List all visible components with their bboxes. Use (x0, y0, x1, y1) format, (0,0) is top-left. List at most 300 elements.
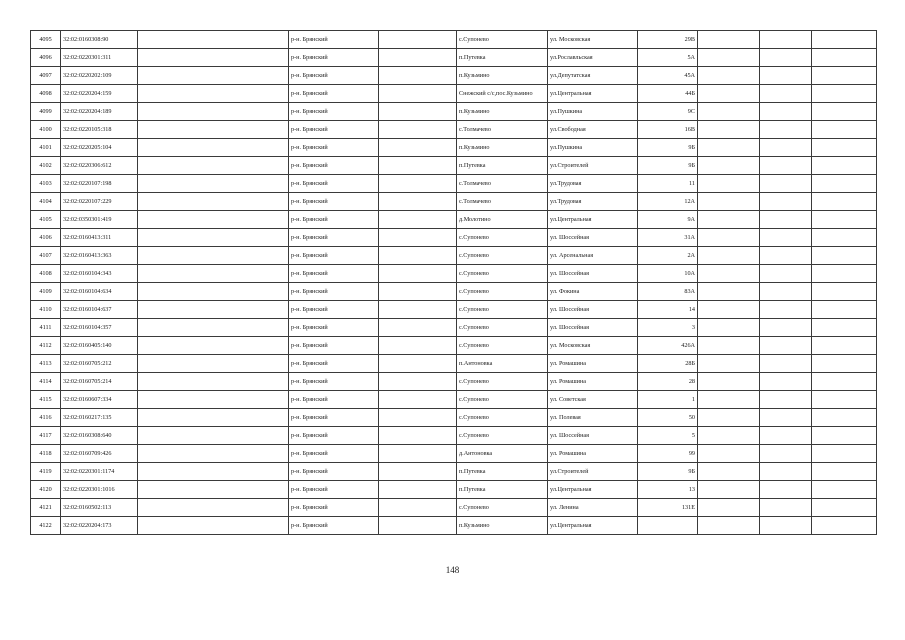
cell-settlement: с.Супонево (457, 319, 548, 337)
cell-house-number: 29В (638, 31, 698, 49)
cell-street: ул. Шоссейная (548, 319, 638, 337)
cell-empty (379, 49, 457, 67)
cell-empty (698, 373, 760, 391)
cell-cadastral-number: 32:02:0160413:311 (61, 229, 138, 247)
cell-empty (698, 247, 760, 265)
cell-district: р-н. Брянский (289, 517, 379, 535)
cell-cadastral-number: 32:02:0220202:109 (61, 67, 138, 85)
cell-empty (138, 445, 289, 463)
cell-empty (812, 445, 877, 463)
cell-empty (812, 157, 877, 175)
cell-street: ул. Арсенальная (548, 247, 638, 265)
cell-empty (812, 31, 877, 49)
cell-cadastral-number: 32:02:0160308:640 (61, 427, 138, 445)
cell-record-number: 4113 (31, 355, 61, 373)
cell-cadastral-number: 32:02:0220301:311 (61, 49, 138, 67)
cell-empty (760, 427, 812, 445)
cell-cadastral-number: 32:02:0220107:229 (61, 193, 138, 211)
cell-house-number: 426А (638, 337, 698, 355)
table-row (31, 355, 877, 373)
cell-empty (698, 517, 760, 535)
cell-empty (812, 391, 877, 409)
cell-empty (812, 211, 877, 229)
table-row (31, 31, 877, 49)
cell-record-number: 4119 (31, 463, 61, 481)
cell-house-number: 10А (638, 265, 698, 283)
cell-district: р-н. Брянский (289, 319, 379, 337)
cell-record-number: 4098 (31, 85, 61, 103)
cell-empty (138, 265, 289, 283)
table-row (31, 49, 877, 67)
cell-empty (760, 337, 812, 355)
cell-house-number: 99 (638, 445, 698, 463)
table-row (31, 517, 877, 535)
cell-house-number: 9Б (638, 139, 698, 157)
table-row (31, 85, 877, 103)
cell-empty (379, 85, 457, 103)
cell-empty (812, 355, 877, 373)
cell-district: р-н. Брянский (289, 337, 379, 355)
cell-empty (698, 103, 760, 121)
cell-settlement: с.Толмачево (457, 175, 548, 193)
cell-empty (379, 229, 457, 247)
cell-empty (698, 229, 760, 247)
cell-empty (812, 139, 877, 157)
cell-empty (760, 463, 812, 481)
cell-house-number: 13 (638, 481, 698, 499)
cell-house-number: 1 (638, 391, 698, 409)
cell-house-number: 9А (638, 211, 698, 229)
table-row (31, 319, 877, 337)
table-row (31, 337, 877, 355)
cell-house-number: 9Б (638, 463, 698, 481)
cell-empty (760, 121, 812, 139)
cell-settlement: Снежский с/с,пос.Кузьмино (457, 85, 548, 103)
cell-empty (760, 319, 812, 337)
cell-street: ул.Строителей (548, 157, 638, 175)
cell-empty (812, 409, 877, 427)
cell-street: ул.Пушкина (548, 103, 638, 121)
cell-house-number: 16В (638, 121, 698, 139)
cell-empty (760, 193, 812, 211)
cell-empty (698, 121, 760, 139)
table-row (31, 427, 877, 445)
cell-empty (812, 247, 877, 265)
cell-cadastral-number: 32:02:0160705:212 (61, 355, 138, 373)
cell-empty (698, 319, 760, 337)
cell-district: р-н. Брянский (289, 67, 379, 85)
table-row (31, 301, 877, 319)
cell-house-number: 3 (638, 319, 698, 337)
table-row (31, 67, 877, 85)
page-number: 148 (445, 565, 460, 575)
cell-empty (760, 247, 812, 265)
cell-house-number: 44Б (638, 85, 698, 103)
cell-empty (698, 481, 760, 499)
cell-house-number: 5 (638, 427, 698, 445)
cell-settlement: п.Путевка (457, 463, 548, 481)
cell-district: р-н. Брянский (289, 283, 379, 301)
cell-empty (138, 49, 289, 67)
cell-empty (138, 103, 289, 121)
cell-empty (379, 67, 457, 85)
cell-house-number: 9С (638, 103, 698, 121)
cell-empty (698, 283, 760, 301)
cell-cadastral-number: 32:02:0220306:612 (61, 157, 138, 175)
cell-record-number: 4101 (31, 139, 61, 157)
cell-empty (812, 193, 877, 211)
cell-district: р-н. Брянский (289, 139, 379, 157)
cell-district: р-н. Брянский (289, 463, 379, 481)
cell-empty (379, 445, 457, 463)
cell-street: ул. Шоссейная (548, 265, 638, 283)
cell-empty (138, 391, 289, 409)
cell-district: р-н. Брянский (289, 211, 379, 229)
cell-settlement: с.Супонево (457, 283, 548, 301)
cell-street: ул. Шоссейная (548, 229, 638, 247)
cell-district: р-н. Брянский (289, 445, 379, 463)
table-row (31, 247, 877, 265)
cell-district: р-н. Брянский (289, 157, 379, 175)
table-body (31, 31, 877, 535)
cell-street: ул. Ромашина (548, 373, 638, 391)
cell-street: ул. Полевая (548, 409, 638, 427)
cell-cadastral-number: 32:02:0220204:189 (61, 103, 138, 121)
cell-house-number: 28Б (638, 355, 698, 373)
cell-settlement: с.Супонево (457, 427, 548, 445)
cell-empty (812, 229, 877, 247)
cell-empty (812, 427, 877, 445)
cell-empty (138, 31, 289, 49)
cell-empty (138, 427, 289, 445)
table-row (31, 445, 877, 463)
cell-empty (760, 391, 812, 409)
cell-cadastral-number: 32:02:0220105:318 (61, 121, 138, 139)
cell-cadastral-number: 32:02:0160405:140 (61, 337, 138, 355)
cell-district: р-н. Брянский (289, 103, 379, 121)
cell-empty (379, 427, 457, 445)
cell-empty (698, 211, 760, 229)
cell-empty (812, 337, 877, 355)
cell-street: ул. Московская (548, 31, 638, 49)
cell-empty (138, 319, 289, 337)
cell-record-number: 4102 (31, 157, 61, 175)
cell-empty (698, 157, 760, 175)
cell-empty (138, 463, 289, 481)
cell-empty (379, 301, 457, 319)
cell-settlement: п.Кузьмино (457, 139, 548, 157)
cell-empty (698, 463, 760, 481)
cell-settlement: д.Молотино (457, 211, 548, 229)
cell-empty (138, 247, 289, 265)
cell-street: ул.Трудовая (548, 175, 638, 193)
cell-district: р-н. Брянский (289, 409, 379, 427)
cell-house-number: 11 (638, 175, 698, 193)
cell-empty (698, 85, 760, 103)
cell-street: ул.Депутатская (548, 67, 638, 85)
cell-cadastral-number: 32:02:0160104:634 (61, 283, 138, 301)
cell-record-number: 4097 (31, 67, 61, 85)
cell-street: ул. Шоссейная (548, 427, 638, 445)
cell-empty (760, 355, 812, 373)
cell-settlement: с.Супонево (457, 337, 548, 355)
cell-record-number: 4118 (31, 445, 61, 463)
cell-empty (138, 301, 289, 319)
cell-district: р-н. Брянский (289, 265, 379, 283)
cell-record-number: 4110 (31, 301, 61, 319)
cell-empty (760, 499, 812, 517)
cell-empty (379, 283, 457, 301)
cell-empty (760, 409, 812, 427)
table-row (31, 481, 877, 499)
table-row (31, 121, 877, 139)
cell-empty (138, 121, 289, 139)
cell-empty (812, 103, 877, 121)
cell-empty (760, 157, 812, 175)
cell-cadastral-number: 32:02:0220107:198 (61, 175, 138, 193)
cell-cadastral-number: 32:02:0220301:1016 (61, 481, 138, 499)
cell-empty (379, 373, 457, 391)
cell-record-number: 4108 (31, 265, 61, 283)
cell-empty (379, 499, 457, 517)
cell-district: р-н. Брянский (289, 355, 379, 373)
table-row (31, 211, 877, 229)
cell-empty (698, 427, 760, 445)
cell-empty (379, 265, 457, 283)
cell-record-number: 4095 (31, 31, 61, 49)
table-row (31, 175, 877, 193)
cell-cadastral-number: 32:02:0160413:363 (61, 247, 138, 265)
cell-empty (698, 175, 760, 193)
cell-street: ул. Ромашина (548, 445, 638, 463)
cell-empty (698, 139, 760, 157)
cell-empty (138, 409, 289, 427)
cell-empty (812, 283, 877, 301)
cell-settlement: п.Антоновка (457, 355, 548, 373)
cell-house-number: 2А (638, 247, 698, 265)
cell-empty (812, 265, 877, 283)
cell-house-number: 50 (638, 409, 698, 427)
cell-empty (698, 49, 760, 67)
cell-record-number: 4103 (31, 175, 61, 193)
cell-street: ул.Центральная (548, 211, 638, 229)
cell-street: ул. Фокина (548, 283, 638, 301)
cell-record-number: 4106 (31, 229, 61, 247)
cell-empty (812, 481, 877, 499)
cell-settlement: с.Супонево (457, 373, 548, 391)
cell-house-number: 28 (638, 373, 698, 391)
property-register-table (30, 30, 877, 535)
table-row (31, 193, 877, 211)
cell-empty (812, 319, 877, 337)
cell-district: р-н. Брянский (289, 301, 379, 319)
cell-house-number: 83А (638, 283, 698, 301)
cell-empty (760, 49, 812, 67)
cell-record-number: 4096 (31, 49, 61, 67)
cell-district: р-н. Брянский (289, 85, 379, 103)
cell-settlement: с.Супонево (457, 499, 548, 517)
cell-empty (760, 517, 812, 535)
cell-house-number: 131Е (638, 499, 698, 517)
cell-empty (138, 175, 289, 193)
cell-cadastral-number: 32:02:0220204:173 (61, 517, 138, 535)
cell-house-number: 12А (638, 193, 698, 211)
cell-cadastral-number: 32:02:0160705:214 (61, 373, 138, 391)
cell-settlement: с.Толмачево (457, 121, 548, 139)
cell-record-number: 4099 (31, 103, 61, 121)
cell-record-number: 4105 (31, 211, 61, 229)
cell-empty (379, 103, 457, 121)
table-row (31, 283, 877, 301)
cell-empty (379, 517, 457, 535)
cell-empty (379, 409, 457, 427)
cell-empty (760, 211, 812, 229)
cell-empty (760, 283, 812, 301)
cell-empty (138, 157, 289, 175)
cell-house-number (638, 517, 698, 535)
cell-empty (138, 481, 289, 499)
cell-street: ул.Рославльская (548, 49, 638, 67)
cell-settlement: п.Путевка (457, 157, 548, 175)
cell-settlement: с.Супонево (457, 301, 548, 319)
cell-empty (760, 481, 812, 499)
cell-record-number: 4122 (31, 517, 61, 535)
cell-empty (760, 139, 812, 157)
cell-house-number: 31А (638, 229, 698, 247)
table-row (31, 103, 877, 121)
cell-street: ул.Пушкина (548, 139, 638, 157)
cell-cadastral-number: 32:02:0160104:357 (61, 319, 138, 337)
cell-empty (698, 31, 760, 49)
cell-settlement: п.Кузьмино (457, 517, 548, 535)
cell-empty (379, 31, 457, 49)
cell-street: ул.Центральная (548, 481, 638, 499)
cell-empty (812, 121, 877, 139)
cell-empty (138, 85, 289, 103)
cell-district: р-н. Брянский (289, 499, 379, 517)
cell-empty (698, 301, 760, 319)
cell-empty (138, 337, 289, 355)
cell-empty (138, 499, 289, 517)
cell-empty (379, 355, 457, 373)
cell-street: ул. Шоссейная (548, 301, 638, 319)
cell-empty (138, 283, 289, 301)
cell-street: ул. Московская (548, 337, 638, 355)
cell-empty (698, 445, 760, 463)
cell-settlement: с.Супонево (457, 265, 548, 283)
cell-record-number: 4112 (31, 337, 61, 355)
cell-empty (760, 103, 812, 121)
cell-settlement: д.Антоновка (457, 445, 548, 463)
cell-district: р-н. Брянский (289, 49, 379, 67)
cell-empty (379, 319, 457, 337)
cell-district: р-н. Брянский (289, 175, 379, 193)
cell-cadastral-number: 32:02:0220205:104 (61, 139, 138, 157)
table-row (31, 373, 877, 391)
table-row (31, 265, 877, 283)
cell-record-number: 4121 (31, 499, 61, 517)
cell-empty (812, 175, 877, 193)
cell-house-number: 14 (638, 301, 698, 319)
cell-cadastral-number: 32:02:0160104:343 (61, 265, 138, 283)
cell-district: р-н. Брянский (289, 121, 379, 139)
cell-district: р-н. Брянский (289, 247, 379, 265)
cell-cadastral-number: 32:02:0160217:135 (61, 409, 138, 427)
table-row (31, 391, 877, 409)
cell-district: р-н. Брянский (289, 193, 379, 211)
cell-settlement: с.Толмачево (457, 193, 548, 211)
cell-empty (379, 337, 457, 355)
cell-settlement: с.Супонево (457, 391, 548, 409)
cell-settlement: с.Супонево (457, 409, 548, 427)
cell-empty (698, 337, 760, 355)
cell-empty (379, 175, 457, 193)
cell-street: ул. Ромашина (548, 355, 638, 373)
cell-street: ул. Ленина (548, 499, 638, 517)
table-row (31, 463, 877, 481)
table-row (31, 409, 877, 427)
cell-empty (698, 499, 760, 517)
cell-record-number: 4114 (31, 373, 61, 391)
cell-empty (379, 391, 457, 409)
cell-empty (698, 67, 760, 85)
cell-empty (812, 517, 877, 535)
cell-district: р-н. Брянский (289, 373, 379, 391)
cell-street: ул.Свободная (548, 121, 638, 139)
cell-house-number: 45А (638, 67, 698, 85)
cell-empty (379, 481, 457, 499)
cell-empty (138, 517, 289, 535)
table-row (31, 157, 877, 175)
cell-empty (379, 247, 457, 265)
cell-settlement: с.Супонево (457, 247, 548, 265)
cell-settlement: п.Кузьмино (457, 103, 548, 121)
cell-empty (138, 355, 289, 373)
cell-empty (698, 391, 760, 409)
cell-house-number: 9Б (638, 157, 698, 175)
cell-empty (760, 265, 812, 283)
cell-record-number: 4100 (31, 121, 61, 139)
cell-record-number: 4109 (31, 283, 61, 301)
cell-empty (760, 229, 812, 247)
cell-empty (138, 373, 289, 391)
cell-empty (138, 211, 289, 229)
cell-empty (698, 409, 760, 427)
cell-street: ул.Строителей (548, 463, 638, 481)
cell-empty (138, 67, 289, 85)
cell-district: р-н. Брянский (289, 31, 379, 49)
cell-empty (760, 301, 812, 319)
cell-empty (698, 265, 760, 283)
cell-empty (379, 211, 457, 229)
table-row (31, 229, 877, 247)
cell-record-number: 4104 (31, 193, 61, 211)
cell-cadastral-number: 32:02:0160502:113 (61, 499, 138, 517)
cell-empty (379, 193, 457, 211)
table-row (31, 499, 877, 517)
cell-empty (760, 445, 812, 463)
cell-empty (698, 193, 760, 211)
cell-settlement: п.Путевка (457, 49, 548, 67)
cell-record-number: 4115 (31, 391, 61, 409)
cell-empty (698, 355, 760, 373)
cell-record-number: 4107 (31, 247, 61, 265)
cell-empty (379, 463, 457, 481)
cell-empty (760, 67, 812, 85)
cell-empty (812, 85, 877, 103)
cell-house-number: 5А (638, 49, 698, 67)
cell-cadastral-number: 32:02:0350301:419 (61, 211, 138, 229)
